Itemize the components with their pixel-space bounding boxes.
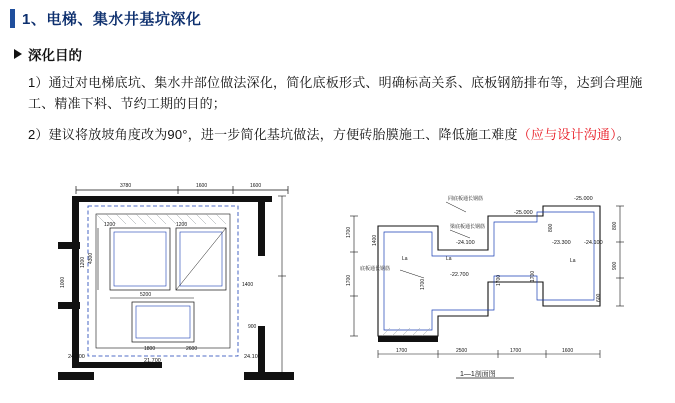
svg-text:La: La <box>402 256 408 262</box>
svg-text:1600: 1600 <box>562 348 574 354</box>
section-caption-text: 1—1剖面图 <box>460 371 496 378</box>
svg-text:900: 900 <box>248 324 257 330</box>
paragraph-item-1 <box>28 72 658 114</box>
svg-text:1600: 1600 <box>250 183 262 189</box>
svg-text:1700: 1700 <box>420 278 426 290</box>
svg-text:2500: 2500 <box>456 348 468 354</box>
svg-text:21.700: 21.700 <box>144 358 161 364</box>
title-text: 1、电梯、集水井基坑深化 <box>22 11 202 28</box>
svg-text:800: 800 <box>548 223 554 232</box>
svg-text:24.100: 24.100 <box>244 354 261 360</box>
svg-text:1200: 1200 <box>176 222 188 228</box>
svg-text:4300: 4300 <box>88 252 94 264</box>
svg-text:1400: 1400 <box>372 234 378 246</box>
svg-text:1700: 1700 <box>346 226 352 238</box>
svg-text:1700: 1700 <box>496 274 502 286</box>
svg-text:900: 900 <box>612 261 618 270</box>
svg-text:1700: 1700 <box>346 274 352 286</box>
triangle-bullet-icon <box>14 49 22 59</box>
section-heading-text: 深化目的 <box>28 48 82 63</box>
svg-text:1600: 1600 <box>196 183 208 189</box>
svg-text:La: La <box>446 256 452 262</box>
svg-text:3780: 3780 <box>120 183 132 189</box>
svg-text:800: 800 <box>612 221 618 230</box>
title-accent-bar <box>10 9 15 28</box>
svg-text:同底板通长钢筋: 同底板通长钢筋 <box>448 196 484 202</box>
svg-text:1000: 1000 <box>60 276 66 288</box>
svg-text:梁底板通长钢筋: 梁底板通长钢筋 <box>450 224 486 230</box>
svg-text:1200: 1200 <box>104 222 116 228</box>
page-title <box>10 8 201 29</box>
svg-text:5200: 5200 <box>140 292 152 298</box>
svg-text:-25.000: -25.000 <box>574 196 593 202</box>
figure-section-1-1 <box>338 186 638 396</box>
elevator-pit-plan-svg <box>58 176 306 396</box>
section-heading <box>14 44 82 64</box>
section-1-1-svg <box>338 186 638 396</box>
svg-text:1200: 1200 <box>80 256 86 268</box>
svg-text:1700: 1700 <box>530 270 536 282</box>
svg-text:底板通长钢筋: 底板通长钢筋 <box>360 266 391 272</box>
svg-text:1700: 1700 <box>396 348 408 354</box>
paragraph-item-1-text: 1）通过对电梯底坑、集水井部位做法深化，简化底板形式、明确标高关系、底板钢筋排布等，达到合理施工、精准下料、节约工期的目的； <box>28 75 643 111</box>
svg-text:-25.000: -25.000 <box>514 210 533 216</box>
svg-text:600: 600 <box>596 293 602 302</box>
svg-text:1800: 1800 <box>144 346 156 352</box>
figure-elevator-pit-plan <box>58 176 306 396</box>
svg-text:1400: 1400 <box>242 282 254 288</box>
svg-text:-24.100: -24.100 <box>584 240 603 246</box>
paragraph-item-2-text: 2）建议将放坡角度改为90°，进一步简化基坑做法，方便砖胎膜施工、降低施工难度 <box>28 127 518 142</box>
paragraph-item-2-tail: 。 <box>616 127 631 142</box>
paragraph-item-2 <box>28 124 658 145</box>
svg-text:-24.100: -24.100 <box>456 240 475 246</box>
paragraph-item-2-highlight: （应与设计沟通） <box>517 127 617 142</box>
svg-text:-23.300: -23.300 <box>552 240 571 246</box>
svg-text:-22.700: -22.700 <box>450 272 469 278</box>
svg-text:La: La <box>570 258 576 264</box>
svg-text:2600: 2600 <box>186 346 198 352</box>
svg-text:1700: 1700 <box>510 348 522 354</box>
svg-text:24.100: 24.100 <box>68 354 85 360</box>
